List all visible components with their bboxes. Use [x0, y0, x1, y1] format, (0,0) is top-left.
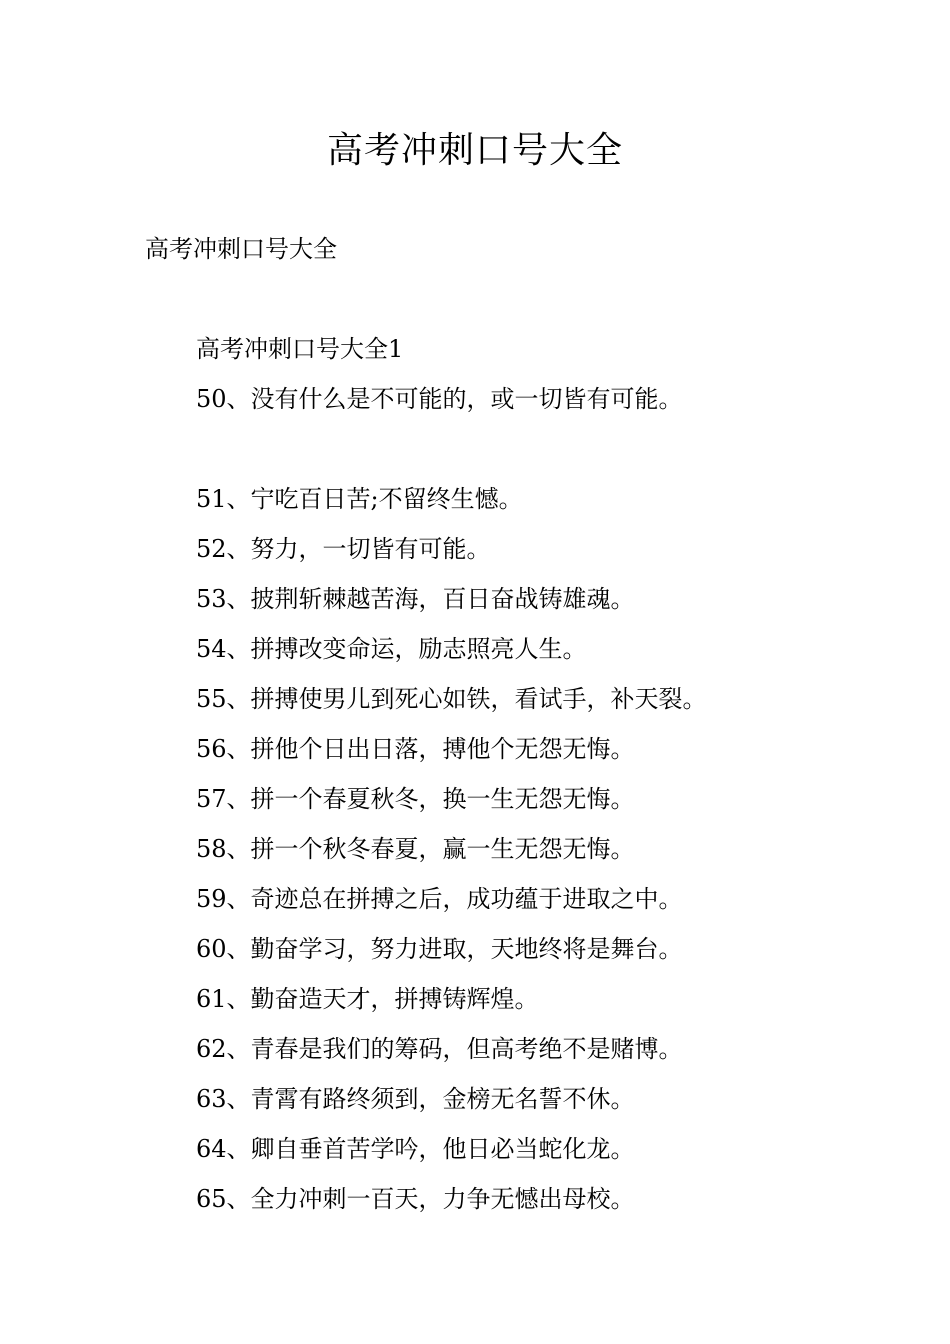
document-subtitle: 高考冲刺口号大全: [145, 235, 337, 263]
list-item: 57、拼一个春夏秋冬，换一生无怨无悔。: [196, 785, 635, 813]
list-item: 55、拼搏使男儿到死心如铁，看试手，补天裂。: [196, 685, 707, 713]
list-item: 50、没有什么是不可能的，或一切皆有可能。: [196, 385, 683, 413]
list-item: 51、宁吃百日苦;不留终生憾。: [196, 485, 523, 513]
list-item: 64、卿自垂首苦学吟，他日必当蛇化龙。: [196, 1135, 635, 1163]
list-item: 60、勤奋学习，努力进取，天地终将是舞台。: [196, 935, 683, 963]
section-heading: 高考冲刺口号大全1: [196, 335, 404, 363]
list-item: 56、拼他个日出日落，搏他个无怨无悔。: [196, 735, 635, 763]
slogan-list: [196, 383, 707, 1233]
list-item: 54、拼搏改变命运，励志照亮人生。: [196, 635, 587, 663]
list-item: 63、青霄有路终须到，金榜无名誓不休。: [196, 1085, 635, 1113]
list-item: 65、全力冲刺一百天，力争无憾出母校。: [196, 1185, 635, 1213]
list-item: 53、披荆斩棘越苦海，百日奋战铸雄魂。: [196, 585, 635, 613]
list-item: 62、青春是我们的筹码，但高考绝不是赌博。: [196, 1035, 683, 1063]
list-item: 59、奇迹总在拼搏之后，成功蕴于进取之中。: [196, 885, 683, 913]
list-item: 52、努力，一切皆有可能。: [196, 535, 491, 563]
list-item: 58、拼一个秋冬春夏，赢一生无怨无悔。: [196, 835, 635, 863]
list-item: 61、勤奋造天才，拼搏铸辉煌。: [196, 985, 539, 1013]
page-title: 高考冲刺口号大全: [326, 130, 623, 171]
